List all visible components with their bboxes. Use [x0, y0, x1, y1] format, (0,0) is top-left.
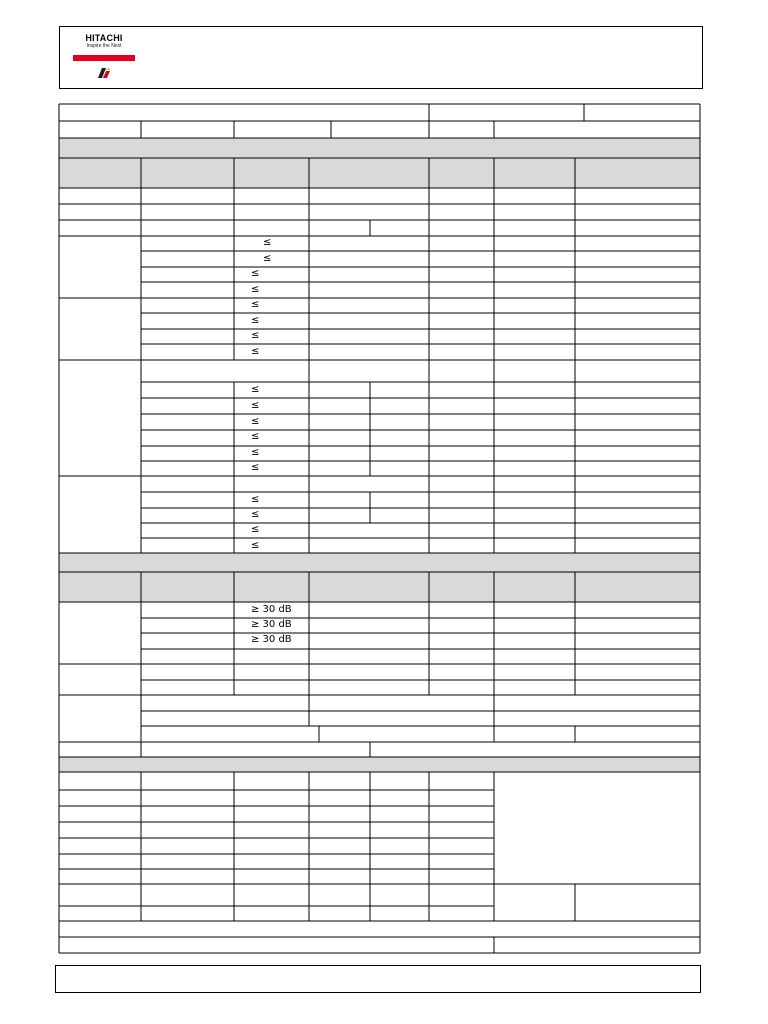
le-symbol: ≤: [263, 253, 272, 264]
section-band: [59, 553, 700, 572]
le-symbol: ≤: [251, 524, 260, 535]
le-symbol: ≤: [251, 346, 260, 357]
section-band: [59, 138, 700, 158]
ge-30db-label: ≥ 30 dB: [251, 619, 292, 630]
le-symbol: ≤: [251, 330, 260, 341]
ge-30db-label: ≥ 30 dB: [251, 604, 292, 615]
le-symbol: ≤: [251, 384, 260, 395]
le-symbol: ≤: [251, 540, 260, 551]
le-symbol: ≤: [251, 299, 260, 310]
le-symbol: ≤: [251, 509, 260, 520]
le-symbol: ≤: [251, 447, 260, 458]
le-symbol: ≤: [251, 284, 260, 295]
le-symbol: ≤: [263, 237, 272, 248]
le-symbol: ≤: [251, 431, 260, 442]
column-header-band: [59, 158, 700, 188]
ge-30db-label: ≥ 30 dB: [251, 634, 292, 645]
logo-wordmark: HITACHI: [85, 33, 123, 43]
document-footer: [55, 965, 701, 993]
le-symbol: ≤: [251, 315, 260, 326]
section-band: [59, 757, 700, 772]
logo-tagline: Inspire the Next: [86, 43, 122, 49]
le-symbol: ≤: [251, 494, 260, 505]
le-symbol: ≤: [251, 268, 260, 279]
le-symbol: ≤: [251, 400, 260, 411]
column-header-band: [59, 572, 700, 602]
le-symbol: ≤: [251, 462, 260, 473]
le-symbol: ≤: [251, 416, 260, 427]
